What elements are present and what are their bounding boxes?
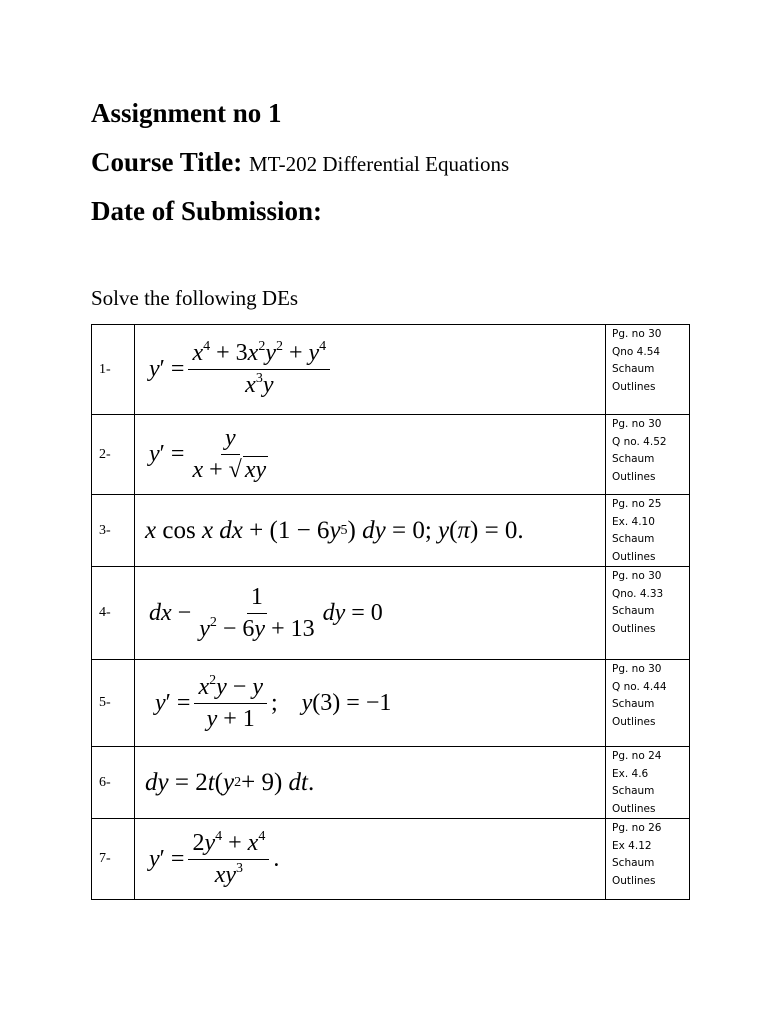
ref-line: Schaum xyxy=(612,533,655,545)
reference-cell xyxy=(606,660,690,747)
problem-number: 5- xyxy=(92,660,135,747)
ref-line: Pg. no 30 xyxy=(612,418,662,430)
reference-cell xyxy=(606,415,690,495)
table-row xyxy=(92,747,690,819)
equation: dx − $\frac{1}{y^2 - 6y + 13}$ dy = 0 xyxy=(149,583,383,642)
equation: y ′ = $\frac{2y^4 + x^4}{xy^3}$ . xyxy=(149,828,280,888)
table-row xyxy=(92,819,690,900)
table-row xyxy=(92,567,690,660)
table-row xyxy=(92,325,690,415)
problem-number: 1- xyxy=(92,325,135,415)
course-title-value: MT-202 Differential Equations xyxy=(249,152,510,176)
ref-line: Qno 4.54 xyxy=(612,345,661,358)
problems-table xyxy=(91,324,690,900)
ref-line: Outlines xyxy=(612,802,656,815)
ref-line: Ex. 4.6 xyxy=(612,767,649,780)
table-row xyxy=(92,495,690,567)
instruction-text: Solve the following DEs xyxy=(91,286,299,310)
reference-cell xyxy=(606,747,690,819)
equation-cell xyxy=(135,819,606,900)
equation: y ′ = $\frac{y}{x + √ xy}$ xyxy=(149,425,267,483)
ref-line: Schaum xyxy=(612,857,655,869)
ref-line: Outlines xyxy=(612,470,656,483)
course-title-line xyxy=(91,146,509,180)
reference-cell xyxy=(606,495,690,567)
equation: y ′ = $\frac{x^4 + 3x^2y^2 + y^4}{x^3y}$ xyxy=(135,340,334,399)
problem-number: 3- xyxy=(92,495,135,567)
ref-line: Pg. no 25 xyxy=(612,498,662,510)
course-title-label: Course Title: xyxy=(91,147,243,177)
ref-line: Ex. 4.10 xyxy=(612,515,655,528)
problem-number: 4- xyxy=(92,567,135,660)
table-row xyxy=(92,415,690,495)
reference-cell xyxy=(606,819,690,900)
equation: y ′ = $\frac{x^2y - y}{y + 1}$ ; y (3) = −1 xyxy=(155,672,392,732)
ref-line: Schaum xyxy=(612,605,655,617)
problem-number: 7- xyxy=(92,819,135,900)
equation-cell xyxy=(135,747,606,819)
ref-line: Q no. 4.52 xyxy=(612,435,667,448)
ref-line: Pg. no 26 xyxy=(612,822,662,834)
problem-number: 6- xyxy=(92,747,135,819)
equation-cell xyxy=(135,325,606,415)
reference-cell xyxy=(606,567,690,660)
equation-cell xyxy=(135,415,606,495)
reference-cell xyxy=(606,325,690,415)
equation-cell xyxy=(135,567,606,660)
equation: x cos x dx + (1 − 6 y 5 ) dy = 0; y ( π ) = 0. xyxy=(145,516,524,544)
ref-line: Pg. no 24 xyxy=(612,750,662,762)
problem-number: 2- xyxy=(92,415,135,495)
ref-line: Schaum xyxy=(612,785,655,797)
assignment-title: Assignment no 1 xyxy=(91,98,282,128)
table-row xyxy=(92,660,690,747)
equation: dy = 2 t ( y 2 + 9) dt . xyxy=(145,768,315,796)
equation-cell xyxy=(135,660,606,747)
ref-line: Outlines xyxy=(612,874,656,887)
ref-line: Schaum xyxy=(612,698,655,710)
ref-line: Pg. no 30 xyxy=(612,663,662,675)
ref-line: Qno. 4.33 xyxy=(612,587,664,600)
ref-line: Outlines xyxy=(612,550,656,563)
ref-line: Outlines xyxy=(612,715,656,728)
ref-line: Schaum xyxy=(612,363,655,375)
equation-cell xyxy=(135,495,606,567)
ref-line: Pg. no 30 xyxy=(612,328,662,340)
ref-line: Outlines xyxy=(612,622,656,635)
ref-line: Schaum xyxy=(612,453,655,465)
ref-line: Q no. 4.44 xyxy=(612,680,667,693)
ref-line: Ex 4.12 xyxy=(612,839,652,852)
ref-line: Pg. no 30 xyxy=(612,570,662,582)
ref-line: Outlines xyxy=(612,380,656,393)
date-of-submission-label: Date of Submission: xyxy=(91,196,323,226)
